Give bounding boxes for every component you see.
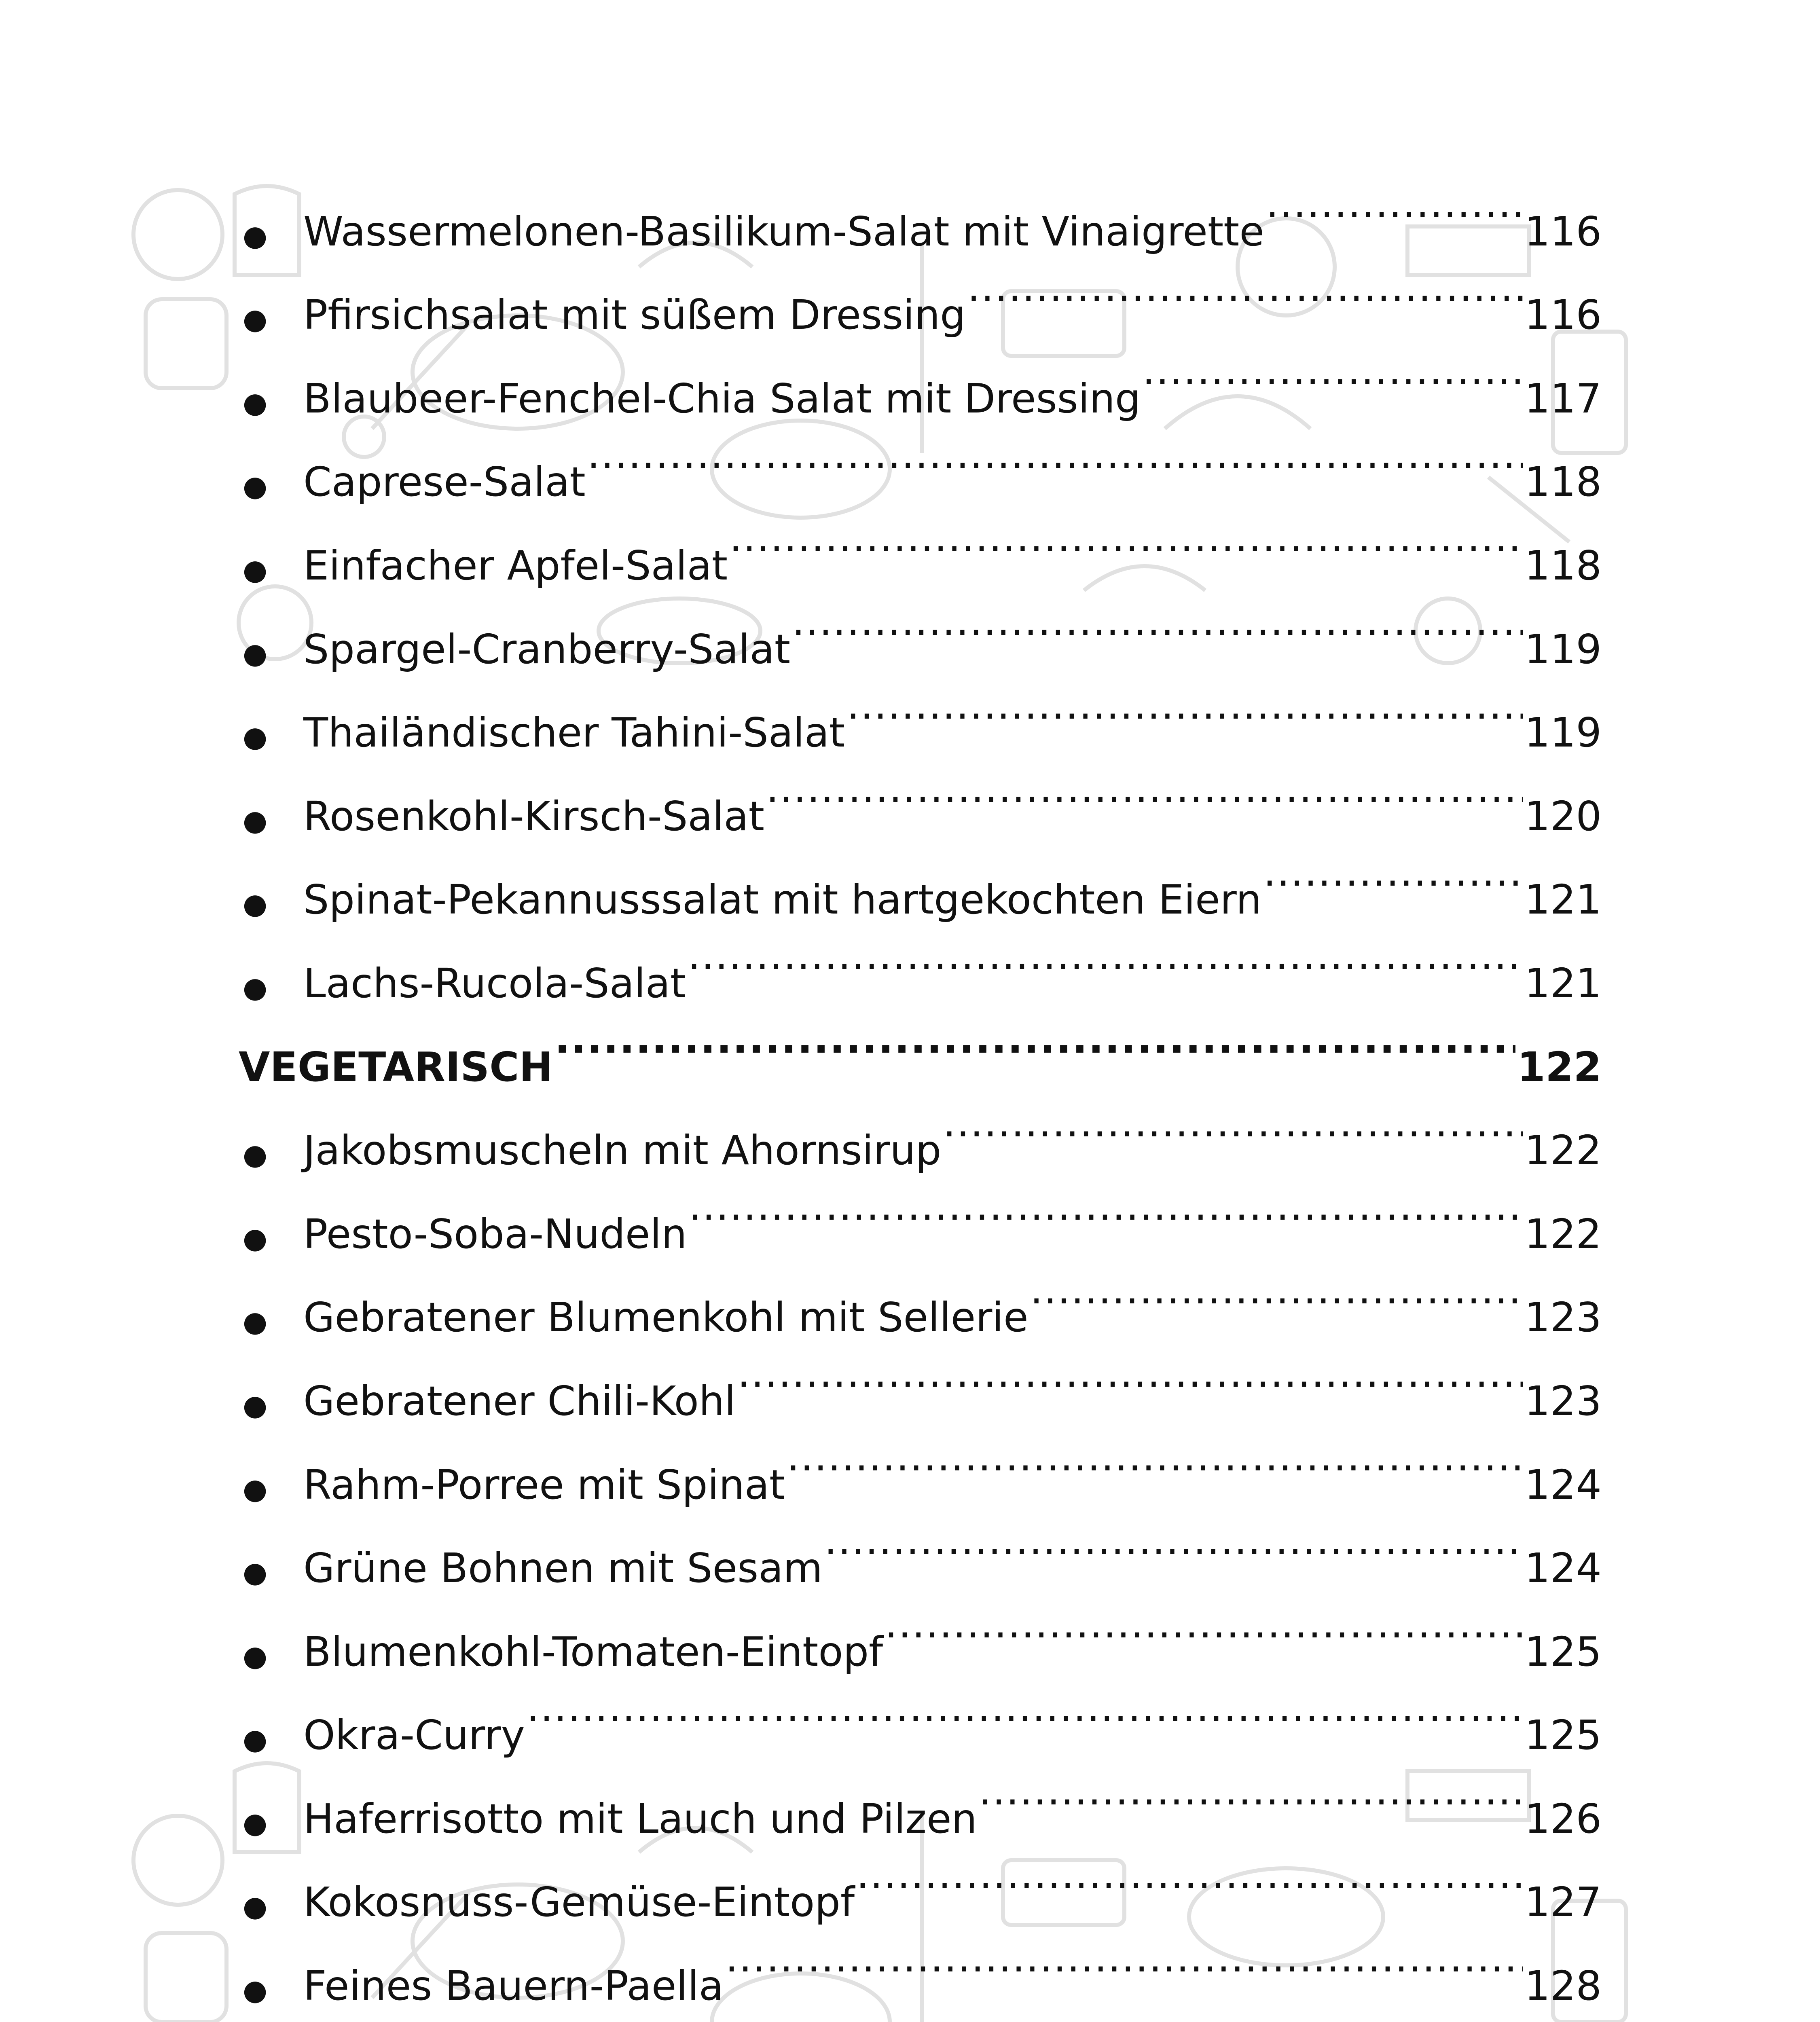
toc-entry-page: 117 xyxy=(1524,374,1602,422)
toc-entry-title: Pesto-Soba-Nudeln xyxy=(303,1210,687,1258)
toc-entry[interactable] xyxy=(239,1916,1602,2010)
toc-entry[interactable] xyxy=(239,1331,1602,1425)
bullet-icon: ● xyxy=(243,1138,268,1172)
toc-entry-page: 123 xyxy=(1524,1377,1602,1425)
toc-entry[interactable] xyxy=(239,580,1602,673)
toc-entry-title: Einfacher Apfel-Salat xyxy=(303,541,728,589)
dot-leader xyxy=(554,997,1515,1081)
toc-entry-title: Wassermelonen-Basilikum-Salat mit Vinaigrette xyxy=(303,207,1264,255)
bullet-icon: ● xyxy=(243,1556,268,1589)
dot-leader xyxy=(787,1415,1523,1499)
toc-entry-page: 123 xyxy=(1524,1294,1602,1341)
toc-entry[interactable] xyxy=(239,412,1602,506)
toc-entry[interactable] xyxy=(239,162,1602,255)
bullet-icon: ● xyxy=(243,1472,268,1506)
toc-entry-page: 118 xyxy=(1524,458,1602,506)
toc-entry[interactable] xyxy=(239,2000,1602,2022)
toc-entry[interactable] xyxy=(239,496,1602,589)
toc-entry[interactable] xyxy=(239,1248,1602,1341)
bullet-icon: ● xyxy=(243,720,268,754)
dot-leader xyxy=(518,2000,1523,2022)
dot-leader xyxy=(824,1499,1523,1582)
bullet-icon: ● xyxy=(243,1723,268,1756)
toc-entry-page: 126 xyxy=(1524,1795,1602,1842)
dot-leader xyxy=(792,580,1523,663)
toc-entry-title: Blumenkohl-Tomaten-Eintopf xyxy=(303,1628,883,1675)
dot-leader xyxy=(943,1081,1523,1165)
dot-leader xyxy=(1030,1248,1523,1332)
toc-entry-title: Kokosnuss-Gemüse-Eintopf xyxy=(303,1878,855,1926)
toc-entry-title: Spinat-Pekannusssalat mit hartgekochten Eiern xyxy=(303,876,1262,924)
dot-leader xyxy=(847,663,1523,747)
dot-leader xyxy=(729,496,1523,580)
dot-leader xyxy=(1266,162,1523,245)
bullet-icon: ● xyxy=(243,553,268,586)
toc-entry-page: 127 xyxy=(1524,1878,1602,1926)
toc-entry[interactable] xyxy=(239,1081,1602,1174)
toc-entry-page: 122 xyxy=(1524,1210,1602,1258)
toc-entry-page: 120 xyxy=(1524,792,1602,840)
bullet-icon: ● xyxy=(243,971,268,1004)
toc-entry-title: Jakobsmuscheln mit Ahornsirup xyxy=(303,1127,942,1174)
dot-leader xyxy=(725,1916,1523,2000)
toc-entry-title: Spargel-Cranberry-Salat xyxy=(303,625,791,673)
toc-entry[interactable] xyxy=(239,1582,1602,1675)
toc-entry[interactable] xyxy=(239,830,1602,924)
dot-leader xyxy=(689,1164,1523,1248)
bullet-icon: ● xyxy=(243,1890,268,1923)
toc-entry[interactable] xyxy=(239,747,1602,840)
toc-entry-title: Blaubeer-Fenchel-Chia Salat mit Dressing xyxy=(303,374,1141,422)
bullet-icon: ● xyxy=(243,1639,268,1673)
toc-entry[interactable] xyxy=(239,245,1602,339)
toc-entry-page: 128 xyxy=(1524,1962,1602,2010)
dot-leader xyxy=(766,747,1523,830)
toc-entry-title: Lachs-Rucola-Salat xyxy=(303,959,686,1007)
bullet-icon: ● xyxy=(243,302,268,336)
toc-entry-title: Rahm-Porree mit Spinat xyxy=(303,1461,785,1508)
toc-entry[interactable] xyxy=(239,1415,1602,1508)
toc-entry-page: 122 xyxy=(1524,1127,1602,1174)
bullet-icon: ● xyxy=(243,1305,268,1339)
bullet-icon: ● xyxy=(243,219,268,252)
toc-section-page: 122 xyxy=(1517,1043,1602,1091)
toc-entry-page: 121 xyxy=(1524,876,1602,924)
bullet-icon: ● xyxy=(243,1221,268,1255)
toc-entry-title: Okra-Curry xyxy=(303,1711,525,1759)
toc-entry[interactable] xyxy=(239,1164,1602,1258)
dot-leader xyxy=(885,1582,1523,1666)
dot-leader xyxy=(688,914,1523,997)
toc-entry-title: Haferrisotto mit Lauch und Pilzen xyxy=(303,1795,977,1842)
toc-entry[interactable] xyxy=(239,663,1602,757)
toc-entry-title: Caprese-Salat xyxy=(303,458,586,506)
bullet-icon: ● xyxy=(243,470,268,503)
bullet-icon: ● xyxy=(243,887,268,921)
toc-entry-title: Rosenkohl-Kirsch-Salat xyxy=(303,792,764,840)
dot-leader xyxy=(737,1331,1523,1415)
dot-leader xyxy=(1142,329,1523,412)
toc-entry-page: 121 xyxy=(1524,959,1602,1007)
toc-entry-page: 119 xyxy=(1524,625,1602,673)
table-of-contents xyxy=(239,162,1602,2022)
toc-entry-title: Gebratener Chili-Kohl xyxy=(303,1377,736,1425)
dot-leader xyxy=(1263,830,1523,914)
toc-entry-page: 125 xyxy=(1524,1628,1602,1675)
toc-entry-page: 118 xyxy=(1524,541,1602,589)
dot-leader xyxy=(587,412,1523,496)
dot-leader xyxy=(527,1666,1523,1749)
toc-entry[interactable] xyxy=(239,329,1602,422)
toc-entry-page: 124 xyxy=(1524,1544,1602,1592)
bullet-icon: ● xyxy=(243,1388,268,1422)
dot-leader xyxy=(979,1749,1523,1833)
toc-entry-page: 116 xyxy=(1524,291,1602,339)
toc-entry[interactable] xyxy=(239,1666,1602,1759)
toc-section-heading[interactable] xyxy=(239,997,1602,1091)
toc-entry-title: Gebratener Blumenkohl mit Sellerie xyxy=(303,1294,1029,1341)
toc-entry-page: 125 xyxy=(1524,1711,1602,1759)
toc-section-title: VEGETARISCH xyxy=(239,1043,553,1091)
dot-leader xyxy=(967,245,1523,329)
toc-entry-page: 124 xyxy=(1524,1461,1602,1508)
toc-entry-page: 119 xyxy=(1524,709,1602,757)
toc-entry[interactable] xyxy=(239,1833,1602,1926)
dot-leader xyxy=(856,1833,1523,1916)
bullet-icon: ● xyxy=(243,1973,268,2007)
toc-entry-title: Pfirsichsalat mit süßem Dressing xyxy=(303,291,966,339)
toc-entry[interactable] xyxy=(239,914,1602,1007)
toc-entry-title: Thailändischer Tahini-Salat xyxy=(303,709,845,757)
toc-entry-title: Grüne Bohnen mit Sesam xyxy=(303,1544,823,1592)
toc-entry[interactable] xyxy=(239,1499,1602,1592)
bullet-icon: ● xyxy=(243,637,268,670)
toc-entry[interactable] xyxy=(239,1749,1602,1842)
toc-entry-page: 116 xyxy=(1524,207,1602,255)
toc-entry-title: Feines Bauern-Paella xyxy=(303,1962,724,2010)
bullet-icon: ● xyxy=(243,1806,268,1840)
bullet-icon: ● xyxy=(243,804,268,837)
bullet-icon: ● xyxy=(243,386,268,419)
